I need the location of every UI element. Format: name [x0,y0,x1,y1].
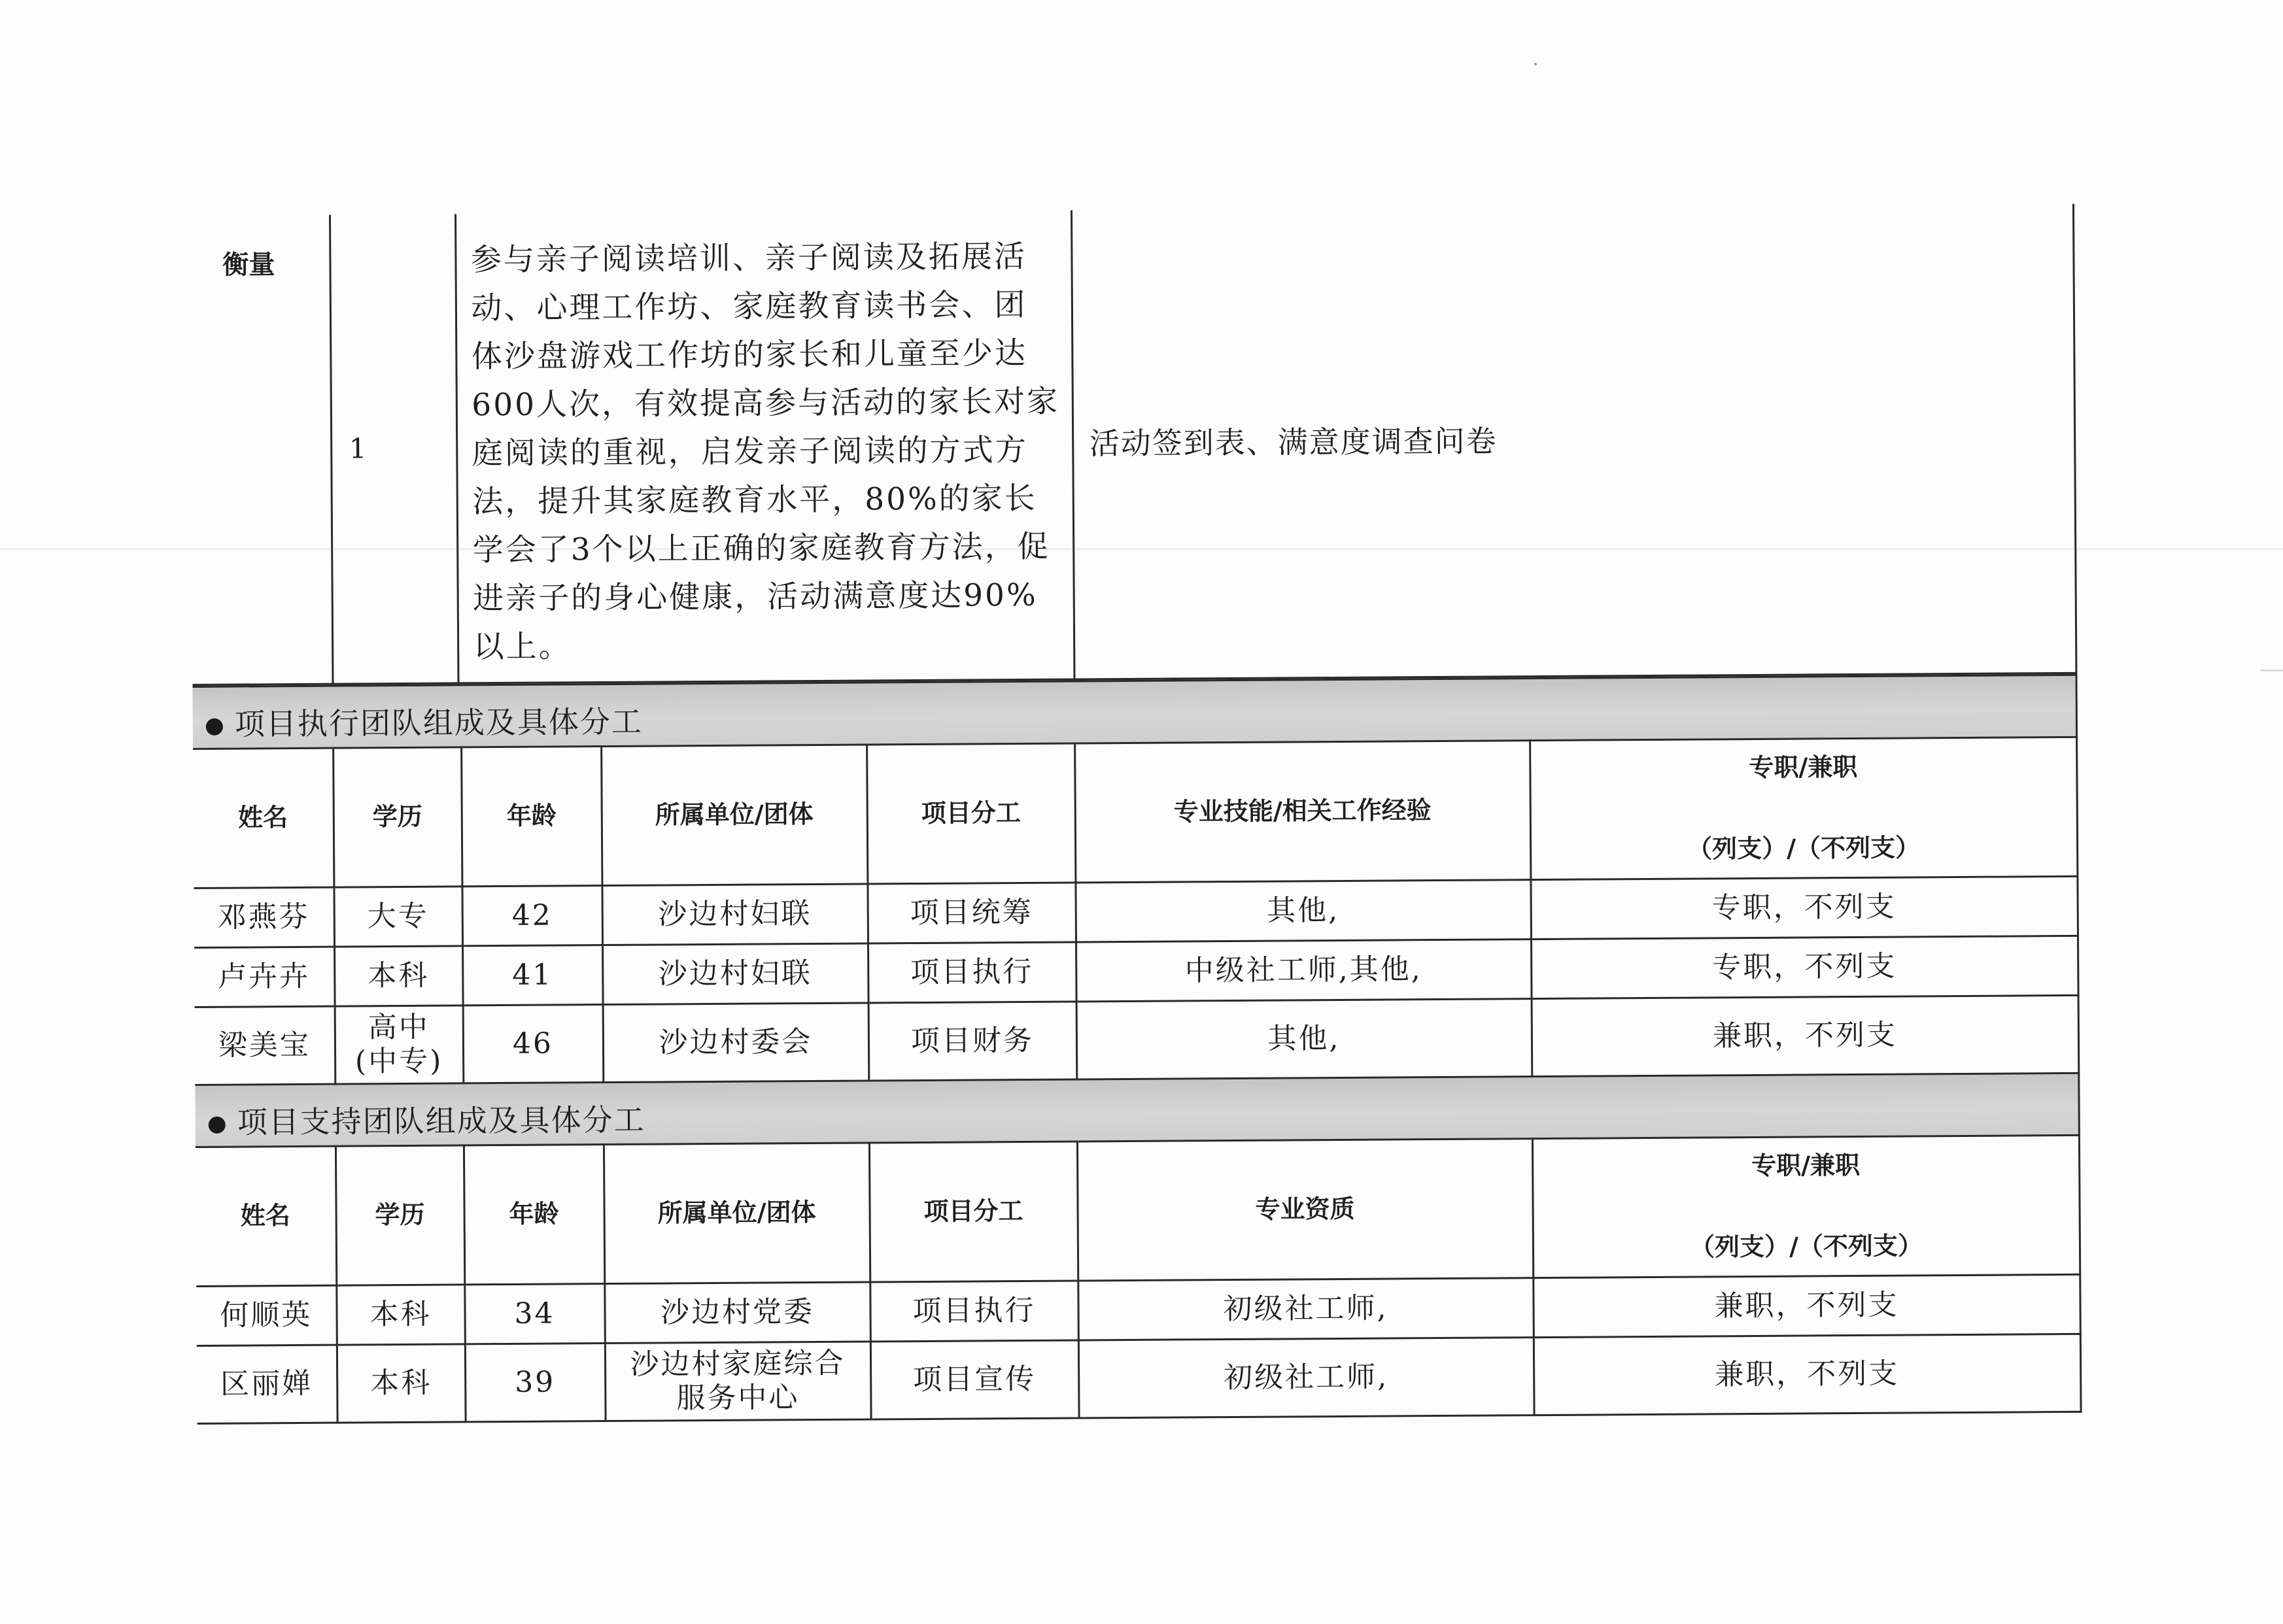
member-name: 卢卉卉 [194,947,335,1007]
support-team-title: 项目支持团队组成及具体分工 [237,1102,645,1140]
member-unit-line1: 沙边村家庭综合 [630,1346,846,1381]
criteria-number: 1 [330,214,458,684]
support-header-row [196,1135,2080,1286]
member-education: 大专 [334,887,462,947]
table-row [197,1334,2081,1423]
member-name: 梁美宝 [195,1006,335,1085]
member-status: 兼职，不列支 [1534,1334,2081,1415]
header-education: 学历 [333,747,462,887]
header-unit: 所属单位/团体 [601,745,867,886]
criteria-row [190,204,2076,685]
member-unit [605,1342,871,1421]
header-status-top: 专职/兼职 [1751,1150,1861,1181]
support-team-heading [195,1073,2079,1147]
header-status-bottom: （列支）/（不列支） [1689,1231,1923,1262]
header-name: 姓名 [196,1146,336,1286]
criteria-label: 衡量 [190,215,333,685]
header-name: 姓名 [193,748,334,888]
execution-team-title: 项目执行团队组成及具体分工 [234,703,644,742]
member-status: 兼职，不列支 [1533,1274,2080,1337]
member-role: 项目统筹 [867,883,1076,943]
bullet-icon [206,719,223,736]
member-qualification: 初级社工师, [1078,1278,1534,1340]
header-status-top: 专职/兼职 [1749,752,1858,783]
member-role: 项目财务 [868,1002,1077,1081]
member-education: 本科 [337,1344,466,1423]
member-education-line1: 高中 [368,1010,430,1045]
header-age: 年龄 [461,747,602,887]
member-role: 项目宣传 [870,1340,1079,1419]
member-name: 区丽婵 [197,1345,337,1423]
member-age: 39 [465,1344,606,1422]
member-role: 项目执行 [870,1281,1078,1342]
member-education [335,1006,464,1084]
member-education: 本科 [334,946,463,1006]
member-status: 专职，不列支 [1531,936,2078,998]
execution-team-table [193,674,2082,1425]
scan-speck [1534,63,1537,65]
member-unit: 沙边村党委 [604,1282,870,1344]
member-age: 34 [464,1284,605,1344]
header-education: 学历 [335,1145,464,1285]
form-document [190,204,2081,1425]
member-skills: 其他, [1075,880,1531,942]
execution-team-heading [193,675,2077,749]
header-age: 年龄 [464,1145,604,1285]
header-status [1532,1135,2080,1277]
member-name: 何顺英 [196,1285,337,1345]
member-name: 邓燕芬 [194,887,334,947]
member-skills: 中级社工师,其他, [1076,939,1532,1002]
table-row [195,995,2079,1085]
member-education-line2: (中专) [354,1044,443,1079]
member-qualification: 初级社工师, [1078,1338,1534,1418]
member-age: 41 [462,945,603,1006]
member-age: 46 [463,1005,604,1083]
member-skills: 其他, [1076,999,1532,1079]
header-skills: 专业技能/相关工作经验 [1074,741,1530,883]
bullet-icon [209,1116,226,1133]
member-status: 兼职，不列支 [1532,995,2079,1076]
member-role: 项目执行 [868,942,1076,1003]
member-education: 本科 [336,1285,465,1345]
header-qualification: 专业资质 [1077,1139,1533,1281]
header-unit: 所属单位/团体 [604,1143,870,1284]
header-status-bottom: （列支）/（不列支） [1687,833,1921,864]
member-age: 42 [462,886,602,946]
criteria-table [190,204,2077,686]
member-unit: 沙边村委会 [603,1003,869,1083]
execution-header-row [193,737,2077,888]
criteria-evidence: 活动签到表、满意度调查问卷 [1071,204,2076,679]
member-status: 专职，不列支 [1530,876,2078,939]
member-unit-line2: 服务中心 [676,1381,800,1415]
member-unit: 沙边村妇联 [602,943,868,1005]
header-role: 项目分工 [867,743,1075,884]
member-unit: 沙边村妇联 [602,884,868,945]
scan-edge-mark [2261,669,2283,671]
header-role: 项目分工 [869,1142,1078,1282]
header-status [1530,737,2077,879]
criteria-content: 参与亲子阅读培训、亲子阅读及拓展活动、心理工作坊、家庭教育读书会、团体沙盘游戏工作坊的家长和儿童至少达600人次，有效提高参与活动的家长对家庭阅读的重视，启发亲子阅读的方式方法，提升其家庭教育水平，80%的家长学会了3个以上正确的家庭教育方法，促进亲子的身心健康，活动满意度达90%以上。 [455,211,1074,683]
